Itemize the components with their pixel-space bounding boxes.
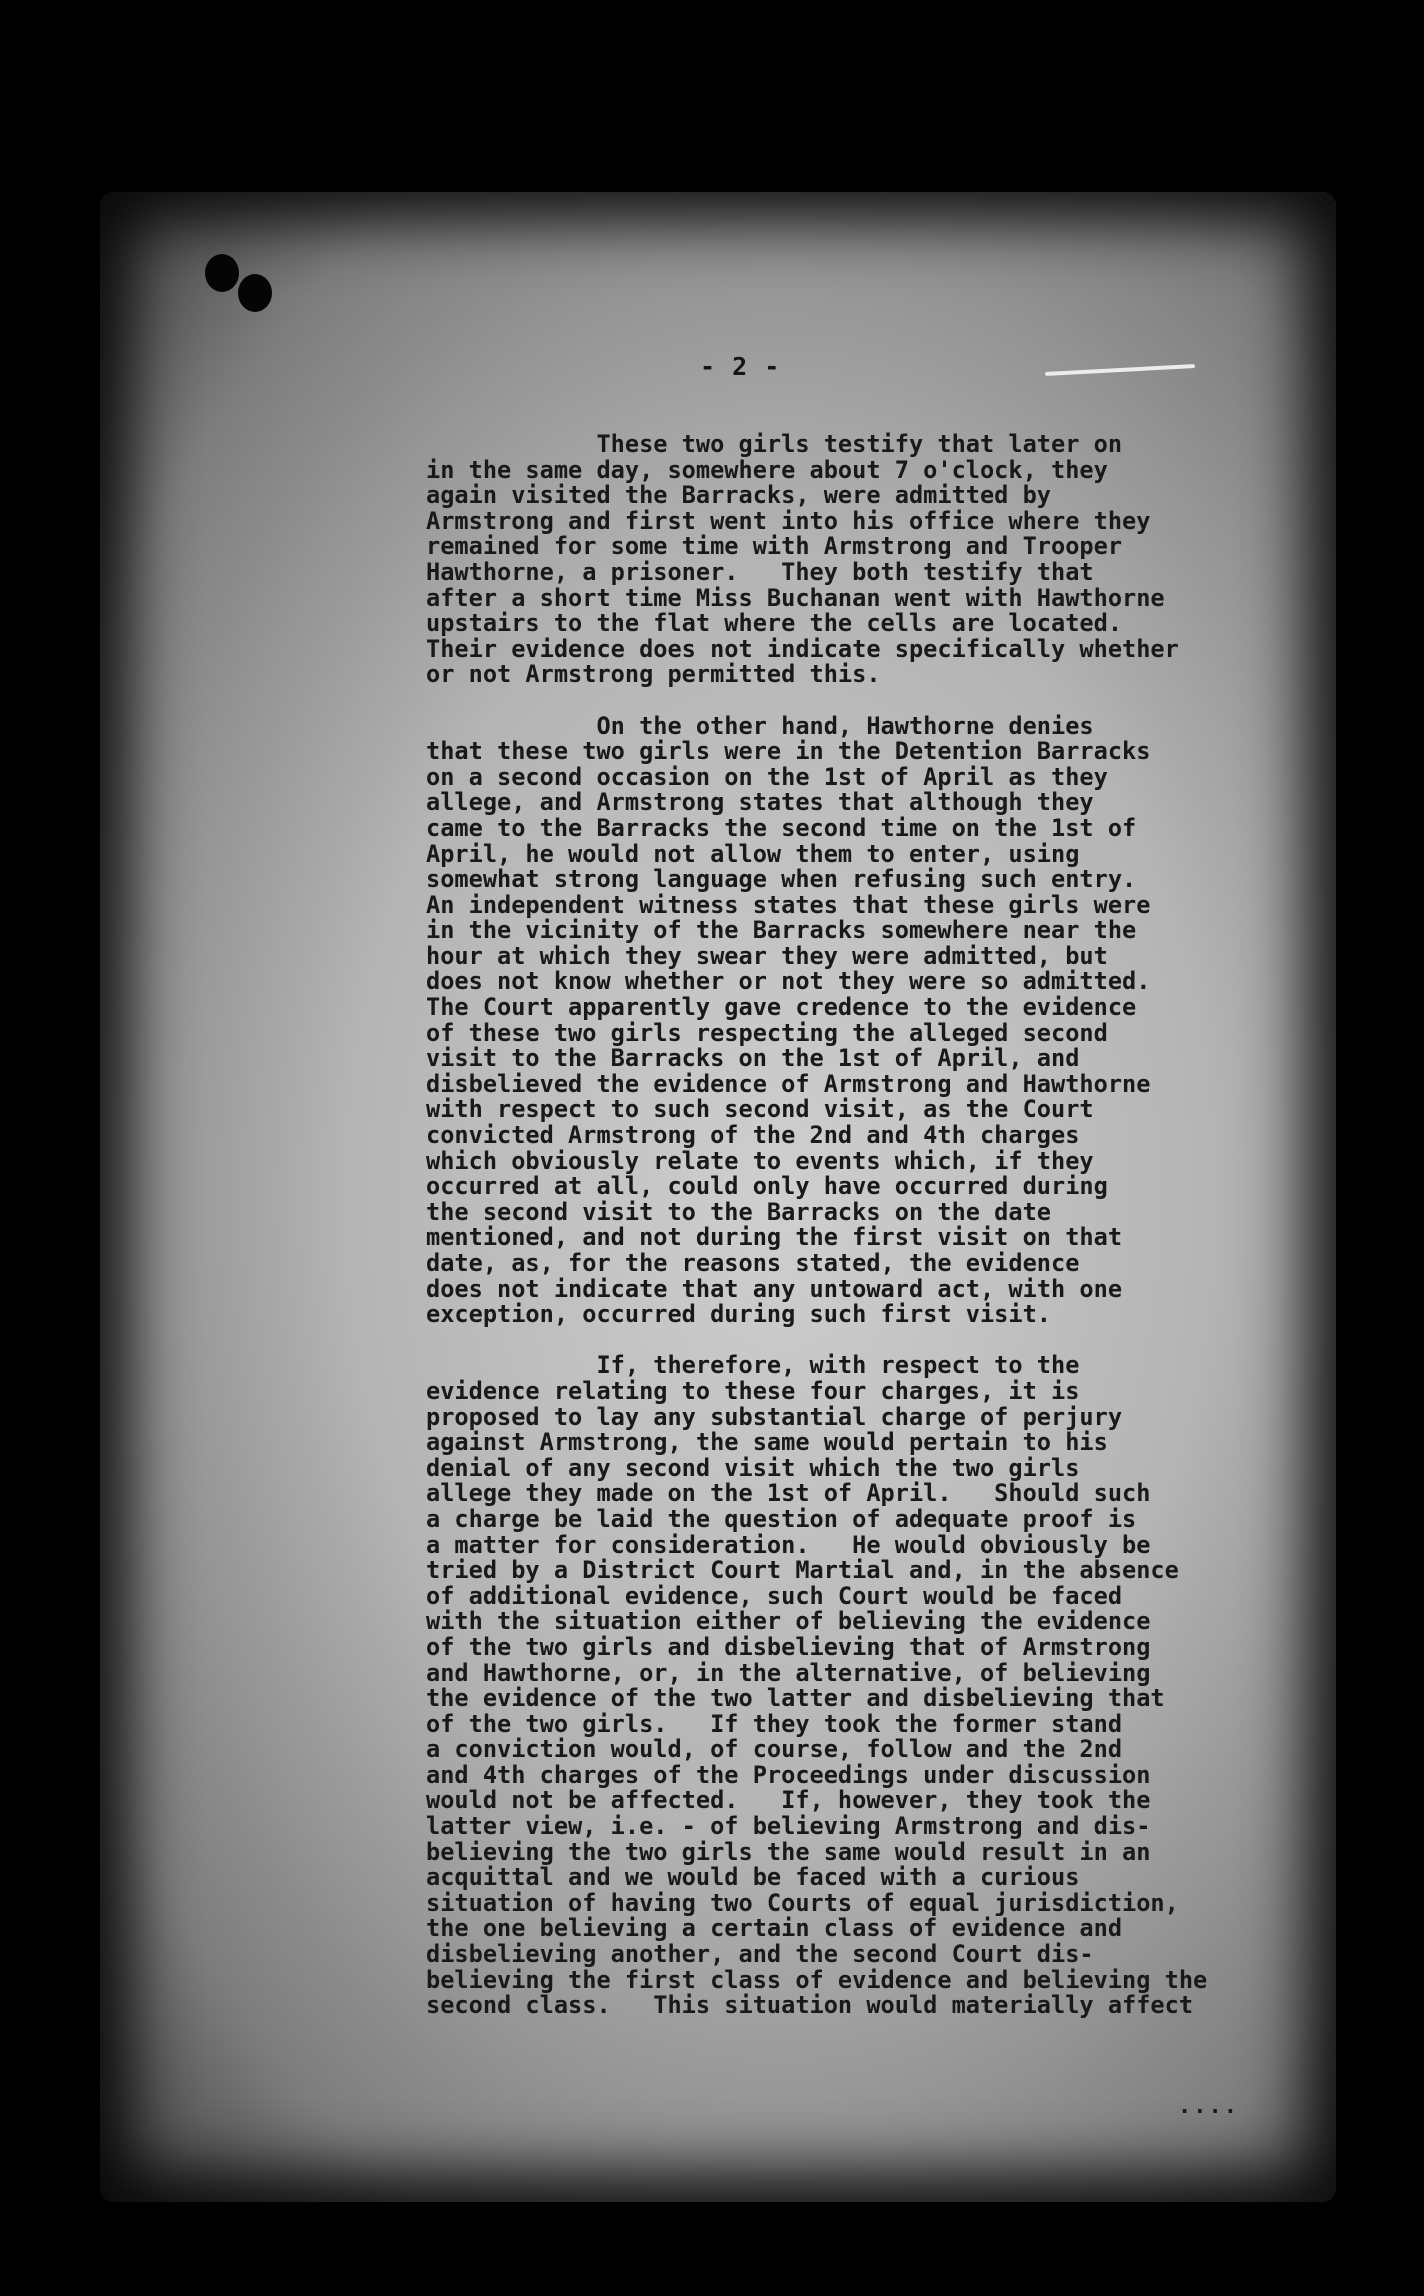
text-line: disbelieved the evidence of Armstrong and Hawthorne — [426, 1069, 1151, 1098]
text-line: occurred at all, could only have occurred during — [426, 1172, 1108, 1201]
text-line: or not Armstrong permitted this. — [426, 660, 881, 689]
punch-hole — [205, 254, 239, 292]
text-line: would not be affected. If, however, they took the — [426, 1786, 1151, 1815]
text-line: allege they made on the 1st of April. Should such — [426, 1479, 1151, 1508]
text-line: upstairs to the flat where the cells are located. — [426, 609, 1123, 638]
text-line: disbelieving another, and the second Court dis- — [426, 1940, 1094, 1969]
text-line: latter view, i.e. - of believing Armstrong and dis- — [426, 1812, 1151, 1841]
text-line: and 4th charges of the Proceedings under discussion — [426, 1760, 1151, 1789]
text-line: which obviously relate to events which, if they — [426, 1146, 1094, 1175]
text-line: second class. This situation would materially affect — [426, 1991, 1194, 2020]
text-line: If, therefore, with respect to the — [426, 1351, 1080, 1380]
text-line: These two girls testify that later on — [426, 430, 1123, 458]
text-line: believing the two girls the same would result in an — [426, 1837, 1151, 1866]
text-line: does not know whether or not they were so admitted. — [426, 967, 1151, 996]
text-line: situation of having two Courts of equal jurisdiction, — [426, 1888, 1179, 1917]
text-line: a matter for consideration. He would obviously be — [426, 1530, 1151, 1559]
paragraph — [426, 432, 1286, 688]
text-line: Armstrong and first went into his office where they — [426, 506, 1151, 535]
text-line: exception, occurred during such first visit. — [426, 1300, 1052, 1329]
text-line: in the vicinity of the Barracks somewhere near the — [426, 916, 1137, 945]
text-line: An independent witness states that these girls were — [426, 890, 1151, 919]
text-line: convicted Armstrong of the 2nd and 4th charges — [426, 1121, 1080, 1150]
text-line: visit to the Barracks on the 1st of April, and — [426, 1044, 1080, 1073]
text-line: hour at which they swear they were admitted, but — [426, 941, 1108, 970]
typewritten-body — [426, 432, 1286, 2019]
page-number: - 2 - — [700, 352, 781, 381]
text-line: April, he would not allow them to enter, using — [426, 839, 1080, 868]
text-line: of additional evidence, such Court would be faced — [426, 1581, 1123, 1610]
text-line: a conviction would, of course, follow and the 2nd — [426, 1735, 1123, 1764]
text-line: the one believing a certain class of evidence and — [426, 1914, 1123, 1943]
text-line: proposed to lay any substantial charge of perjury — [426, 1402, 1123, 1431]
text-line: tried by a District Court Martial and, in the absence — [426, 1556, 1179, 1585]
text-line: with the situation either of believing the evidence — [426, 1607, 1151, 1636]
text-line: the second visit to the Barracks on the date — [426, 1197, 1052, 1226]
paragraph — [426, 1353, 1286, 2018]
text-line: The Court apparently gave credence to the evidence — [426, 993, 1137, 1022]
text-line: of the two girls. If they took the former stand — [426, 1709, 1123, 1738]
text-line: and Hawthorne, or, in the alternative, of believing — [426, 1658, 1151, 1687]
text-line: mentioned, and not during the first visit on that — [426, 1223, 1123, 1252]
text-line: Hawthorne, a prisoner. They both testify that — [426, 557, 1094, 586]
text-line: a charge be laid the question of adequate proof is — [426, 1504, 1137, 1533]
text-line: denial of any second visit which the two girls — [426, 1453, 1080, 1482]
text-line: allege, and Armstrong states that although they — [426, 788, 1094, 817]
text-line: somewhat strong language when refusing such entry. — [426, 865, 1137, 894]
paragraph — [426, 711, 1286, 1329]
text-line: Their evidence does not indicate specifically whether — [426, 634, 1179, 663]
continuation-mark: .... — [1178, 2094, 1239, 2119]
text-line: of the two girls and disbelieving that of Armstrong — [426, 1632, 1151, 1661]
text-line: date, as, for the reasons stated, the evidence — [426, 1249, 1080, 1277]
text-line: that these two girls were in the Detention Barracks — [426, 737, 1151, 766]
text-line: against Armstrong, the same would pertain to his — [426, 1428, 1108, 1457]
text-line: On the other hand, Hawthorne denies — [426, 711, 1094, 740]
text-line: with respect to such second visit, as the Court — [426, 1095, 1094, 1124]
text-line: acquittal and we would be faced with a curious — [426, 1863, 1080, 1892]
punch-hole — [238, 274, 272, 312]
text-line: came to the Barracks the second time on the 1st of — [426, 813, 1137, 842]
text-line: believing the first class of evidence and believing the — [426, 1965, 1208, 1994]
text-line: again visited the Barracks, were admitted by — [426, 481, 1052, 510]
text-line: evidence relating to these four charges, it is — [426, 1376, 1080, 1405]
text-line: of these two girls respecting the alleged second — [426, 1018, 1108, 1047]
text-line: remained for some time with Armstrong and Trooper — [426, 532, 1123, 561]
text-line: does not indicate that any untoward act, with one — [426, 1274, 1123, 1303]
text-line: the evidence of the two latter and disbelieving that — [426, 1684, 1165, 1713]
text-line: after a short time Miss Buchanan went with Hawthorne — [426, 583, 1165, 612]
text-line: on a second occasion on the 1st of April as they — [426, 762, 1108, 791]
text-line: in the same day, somewhere about 7 o'clock, they — [426, 455, 1108, 484]
